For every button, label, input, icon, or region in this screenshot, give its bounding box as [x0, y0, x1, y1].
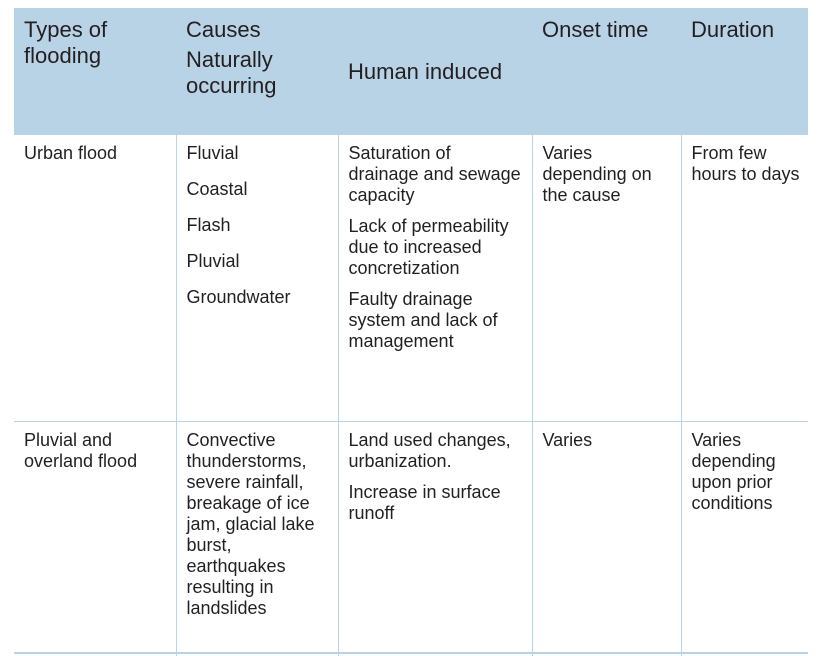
table-header — [14, 8, 808, 135]
cell-human — [338, 135, 532, 422]
cell-type: Urban flood — [14, 135, 176, 422]
human-item: Saturation of drainage and sewage capacity — [348, 143, 521, 205]
cell-duration: Varies depending upon prior conditions — [681, 422, 808, 656]
cell-onset: Varies depending on the cause — [532, 135, 681, 422]
header-causes: Causes — [176, 8, 532, 47]
cell-duration: From few hours to days — [681, 135, 808, 422]
human-item: Land used changes, urbanization. — [348, 430, 511, 471]
natural-item: Groundwater — [186, 287, 291, 307]
natural-item: Pluvial — [186, 251, 240, 271]
natural-item: Fluvial — [186, 143, 239, 163]
natural-item: Flash — [186, 215, 231, 235]
cell-human — [338, 422, 532, 656]
header-duration: Duration — [681, 8, 808, 135]
natural-item: Convective thunderstorms, severe rainfall, breakage of ice jam, glacial lake burst, earthquakes resulting in landslides — [186, 430, 315, 618]
human-item: Increase in surface runoff — [348, 482, 501, 523]
table-row — [14, 135, 808, 422]
cell-onset: Varies — [532, 422, 681, 656]
human-item: Lack of permeability due to increased concretization — [348, 216, 509, 278]
cell-natural — [176, 422, 338, 656]
cell-natural — [176, 135, 338, 422]
header-onset-time: Onset time — [532, 8, 681, 135]
header-types-of-flooding: Types of flooding — [14, 8, 176, 135]
cell-type: Pluvial and overland flood — [14, 422, 176, 656]
table-bottom-rule — [14, 652, 808, 654]
human-item: Faulty drainage system and lack of management — [348, 289, 498, 351]
header-human-induced: Human induced — [338, 47, 532, 135]
flooding-types-table — [14, 8, 808, 656]
header-naturally-occurring: Naturally occurring — [176, 47, 338, 135]
table-row — [14, 422, 808, 656]
natural-item: Coastal — [186, 179, 248, 199]
